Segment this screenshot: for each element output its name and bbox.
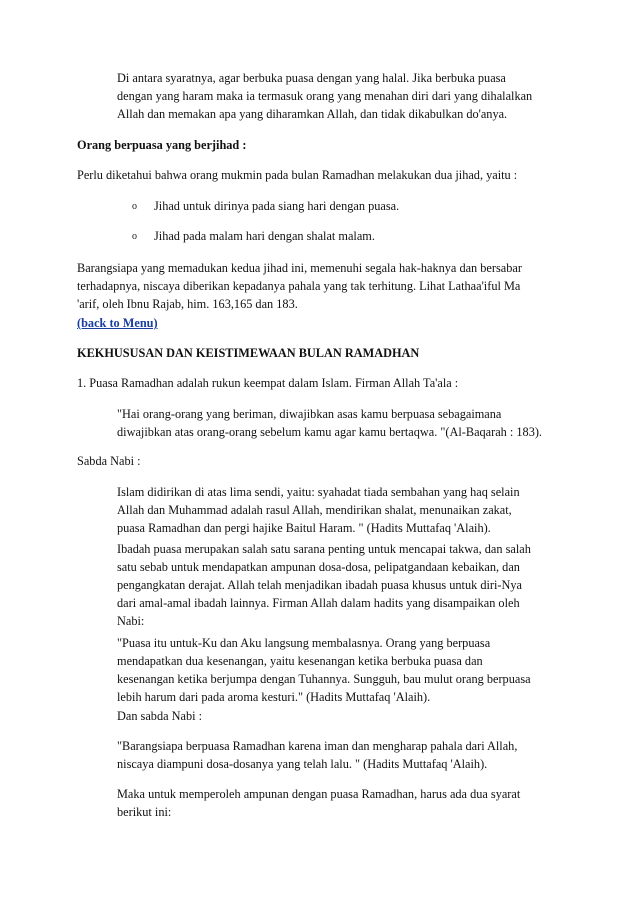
text-line: Barangsiapa yang memadukan kedua jihad ini, memenuhi segala hak-haknya dan bersabar: [77, 261, 522, 275]
text-line: niscaya diampuni dosa-dosanya yang telah lalu. " (Hadits Muttafaq 'Alaih).: [117, 757, 488, 771]
paragraph-sabda-nabi: Sabda Nabi :: [77, 454, 141, 468]
bullet-marker: o: [132, 201, 137, 212]
text-line: Allah dan memakan apa yang diharamkan Allah, dan tidak dikabulkan do'anya.: [117, 107, 508, 121]
paragraph-dua-jihad: Perlu diketahui bahwa orang mukmin pada bulan Ramadhan melakukan dua jihad, yaitu :: [77, 168, 518, 182]
paragraph-barangsiapa-memadukan: [77, 259, 562, 313]
paragraph-islam-lima-sendi: [117, 483, 557, 537]
text-line: dari amal-amal ibadah lainnya. Firman Allah dalam hadits yang disampaikan oleh: [117, 596, 520, 610]
text-line: mendapatkan dua kesenangan, yaitu kesenangan ketika berbuka puasa dan: [117, 654, 483, 668]
text-line: Maka untuk memperoleh ampunan dengan puasa Ramadhan, harus ada dua syarat: [117, 787, 521, 801]
text-line: berikut ini:: [117, 805, 172, 819]
text-line: Di antara syaratnya, agar berbuka puasa dengan yang halal. Jika berbuka puasa: [117, 71, 506, 85]
text-line: kesenangan ketika berjumpa dengan Tuhannya. Sungguh, bau mulut orang berpuasa: [117, 672, 531, 686]
section-heading: KEKHUSUSAN DAN KEISTIMEWAAN BULAN RAMADHAN: [77, 346, 420, 360]
bullet-marker: o: [132, 231, 137, 242]
text-line: diwajibkan atas orang-orang sebelum kamu agar kamu bertaqwa. "(Al-Baqarah : 183).: [117, 425, 543, 439]
back-to-menu-link[interactable]: (back to Menu): [77, 316, 158, 330]
quote-puasa-untukku: [117, 634, 557, 706]
text-line: Nabi:: [117, 614, 145, 628]
text-line: "Hai orang-orang yang beriman, diwajibkan asas kamu berpuasa sebagaimana: [117, 407, 502, 421]
text-line: Allah dan Muhammad adalah rasul Allah, mendirikan shalat, menunaikan zakat,: [117, 503, 512, 517]
text-line: pengangkatan derajat. Allah telah menjadikan ibadah puasa khusus untuk diri-Nya: [117, 578, 522, 592]
text-line: "Puasa itu untuk-Ku dan Aku langsung membalasnya. Orang yang berpuasa: [117, 636, 491, 650]
text-line: Ibadah puasa merupakan salah satu sarana penting untuk mencapai takwa, dan salah: [117, 542, 531, 556]
text-line: dengan yang haram maka ia termasuk orang yang menahan diri dari yang dihalalkan: [117, 89, 533, 103]
text-line: "Barangsiapa berpuasa Ramadhan karena iman dan mengharap pahala dari Allah,: [117, 739, 518, 753]
back-to-menu-container: [77, 314, 562, 332]
paragraph-dan-sabda-nabi: Dan sabda Nabi :: [117, 709, 203, 723]
text-line: Islam didirikan di atas lima sendi, yaitu: syahadat tiada sembahan yang haq selain: [117, 485, 520, 499]
text-line: lebih harum dari pada aroma kesturi." (Hadits Muttafaq 'Alaih).: [117, 690, 431, 704]
paragraph-dua-syarat: [117, 785, 557, 821]
quote-al-baqarah: [117, 405, 557, 441]
list-item-text: Jihad pada malam hari dengan shalat malam.: [154, 229, 375, 243]
paragraph-ibadah-puasa: [117, 540, 557, 630]
text-line: 'arif, oleh Ibnu Rajab, him. 163,165 dan 183.: [77, 297, 298, 311]
text-line: puasa Ramadhan dan pergi hajike Baitul Haram. " (Hadits Muttafaq 'Alaih).: [117, 521, 491, 535]
paragraph-berbuka-halal: [117, 69, 557, 123]
list-item-text: Jihad untuk dirinya pada siang hari dengan puasa.: [154, 199, 400, 213]
paragraph-rukun-keempat: 1. Puasa Ramadhan adalah rukun keempat dalam Islam. Firman Allah Ta'ala :: [77, 376, 459, 390]
text-line: satu sebab untuk mendapatkan ampunan dosa-dosa, pelipatgandaan kebaikan, dan: [117, 560, 520, 574]
text-line: terhadapnya, niscaya diberikan kepadanya pahala yang tak terhitung. Lihat Lathaa'iful Ma: [77, 279, 521, 293]
heading-orang-berpuasa: Orang berpuasa yang berjihad :: [77, 138, 247, 152]
quote-barangsiapa-berpuasa: [117, 737, 557, 773]
